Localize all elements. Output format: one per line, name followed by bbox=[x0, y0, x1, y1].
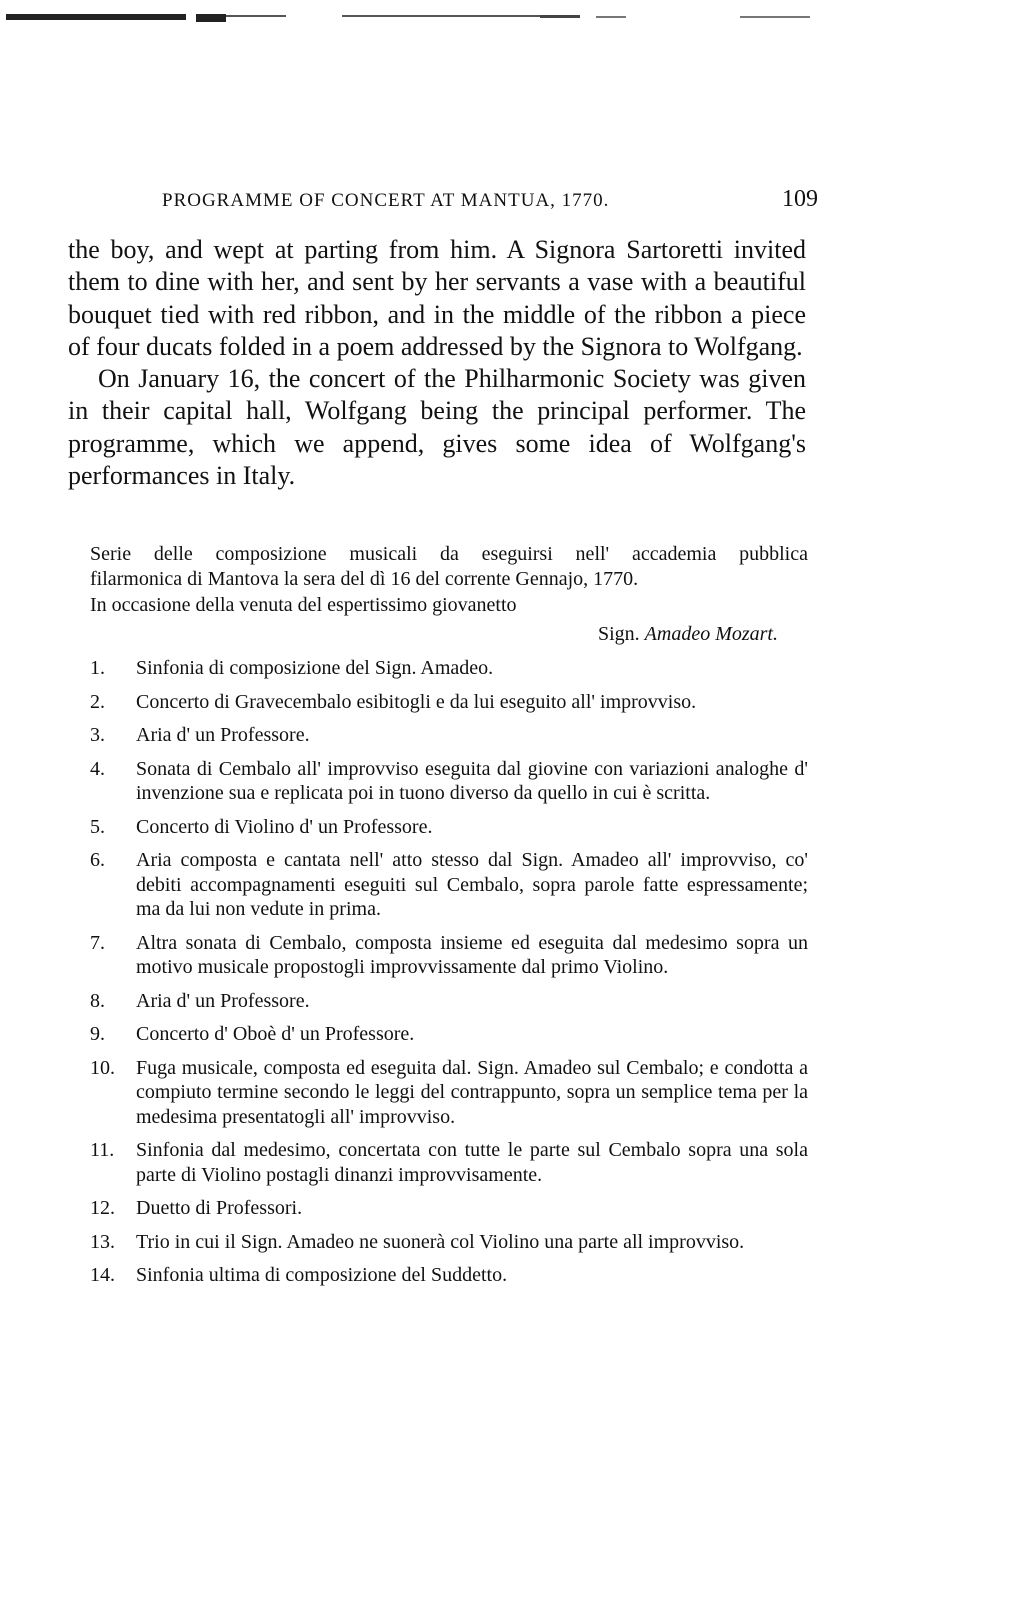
programme-dedicatee bbox=[90, 622, 808, 647]
item-number: 6. bbox=[90, 849, 105, 871]
programme-item bbox=[90, 848, 808, 922]
programme-intro-line-2: filarmonica di Mantova la sera del dì 16 del corrente Gennajo, 1770. bbox=[90, 567, 639, 590]
programme-intro-line-1: Serie delle composizione musicali da eseguirsi nell' accademia pubblica bbox=[90, 543, 808, 565]
item-text: Aria composta e cantata nell' atto stesso dal Sign. Amadeo all' improvviso, co' debiti accompagnamenti eseguiti sul Cembalo, sopra parole fatte espressamente; ma da lui non vedute in prima. bbox=[136, 849, 808, 920]
programme-item bbox=[90, 931, 808, 980]
sign-prefix: Sign. bbox=[597, 622, 640, 645]
item-number: 5. bbox=[90, 815, 105, 838]
item-text: Concerto d' Oboè d' un Professore. bbox=[136, 1023, 415, 1045]
item-text: Sinfonia ultima di composizione del Suddetto. bbox=[136, 1264, 508, 1286]
item-text: Aria d' un Professore. bbox=[136, 989, 310, 1012]
scan-artifact-strip bbox=[0, 10, 1036, 24]
item-text: Trio in cui il Sign. Amadeo ne suonerà col Violino una parte all improvviso. bbox=[136, 1230, 745, 1253]
programme-items bbox=[90, 656, 808, 1288]
item-number: 13. bbox=[90, 1230, 115, 1253]
item-number: 7. bbox=[90, 931, 105, 954]
item-text: Duetto di Professori. bbox=[136, 1197, 303, 1219]
item-text: Sonata di Cembalo all' improvviso eseguita dal giovine con variazioni analoghe d' invenzione sua e replicata poi in tuono diverso da quello in cui è scritta. bbox=[136, 757, 808, 804]
programme-item bbox=[90, 723, 808, 748]
item-number: 1. bbox=[90, 657, 105, 679]
item-text: Fuga musicale, composta ed eseguita dal. Sign. Amadeo sul Cembalo; e condotta a compiuto termine secondo le leggi del contrappunto, sopra un semplice tema per la medesima presentatogli all' improvviso. bbox=[136, 1056, 808, 1128]
programme-item bbox=[90, 1022, 808, 1047]
running-title: PROGRAMME OF CONCERT AT MANTUA, 1770. bbox=[162, 190, 610, 211]
programme-item bbox=[90, 1230, 808, 1255]
body-text bbox=[68, 234, 806, 492]
item-number: 11. bbox=[90, 1139, 115, 1161]
sign-name: Amadeo Mozart. bbox=[644, 622, 778, 645]
paragraph-2: On January 16, the concert of the Philharmonic Society was given in their capital hall, Wolfgang being the principal performer. The programme, which we append, gives some idea of Wolfgang's performances in Italy. bbox=[68, 364, 806, 491]
item-number: 8. bbox=[90, 989, 105, 1012]
item-number: 9. bbox=[90, 1023, 105, 1045]
programme-item bbox=[90, 757, 808, 806]
programme-item bbox=[90, 656, 808, 681]
item-number: 2. bbox=[90, 690, 105, 713]
programme-occasion: In occasione della venuta del espertissimo giovanetto bbox=[90, 594, 517, 616]
item-number: 3. bbox=[90, 724, 105, 746]
item-text: Concerto di Gravecembalo esibitogli e da lui eseguito all' improvviso. bbox=[136, 690, 697, 713]
page-number: 109 bbox=[782, 186, 818, 212]
running-header bbox=[162, 186, 818, 213]
paragraph-1: the boy, and wept at parting from him. A Signora Sartoretti invited them to dine with her, and sent by her servants a vase with a beautiful bouquet tied with red ribbon, and in the middle of the ribbon a piece of four ducats folded in a poem addressed by the Signora to Wolfgang. bbox=[68, 235, 806, 361]
programme-item bbox=[90, 1196, 808, 1221]
item-text: Altra sonata di Cembalo, composta insieme ed eseguita dal medesimo sopra un motivo musicale propostogli improvvissamente dal primo Violino. bbox=[136, 931, 808, 978]
item-text: Concerto di Violino d' un Professore. bbox=[136, 815, 433, 838]
item-number: 12. bbox=[90, 1197, 115, 1219]
programme-item bbox=[90, 1056, 808, 1130]
item-number: 10. bbox=[90, 1056, 115, 1079]
item-text: Sinfonia di composizione del Sign. Amadeo. bbox=[136, 657, 494, 679]
programme-item bbox=[90, 815, 808, 840]
programme-item bbox=[90, 1263, 808, 1288]
programme-item bbox=[90, 690, 808, 715]
item-number: 14. bbox=[90, 1264, 115, 1286]
programme-item bbox=[90, 989, 808, 1014]
programme-item bbox=[90, 1138, 808, 1187]
concert-programme bbox=[90, 542, 808, 1297]
item-number: 4. bbox=[90, 757, 105, 780]
item-text: Sinfonia dal medesimo, concertata con tutte le parte sul Cembalo sopra una sola parte di Violino postagli dinanzi improvvisamente. bbox=[136, 1139, 808, 1186]
item-text: Aria d' un Professore. bbox=[136, 724, 310, 746]
